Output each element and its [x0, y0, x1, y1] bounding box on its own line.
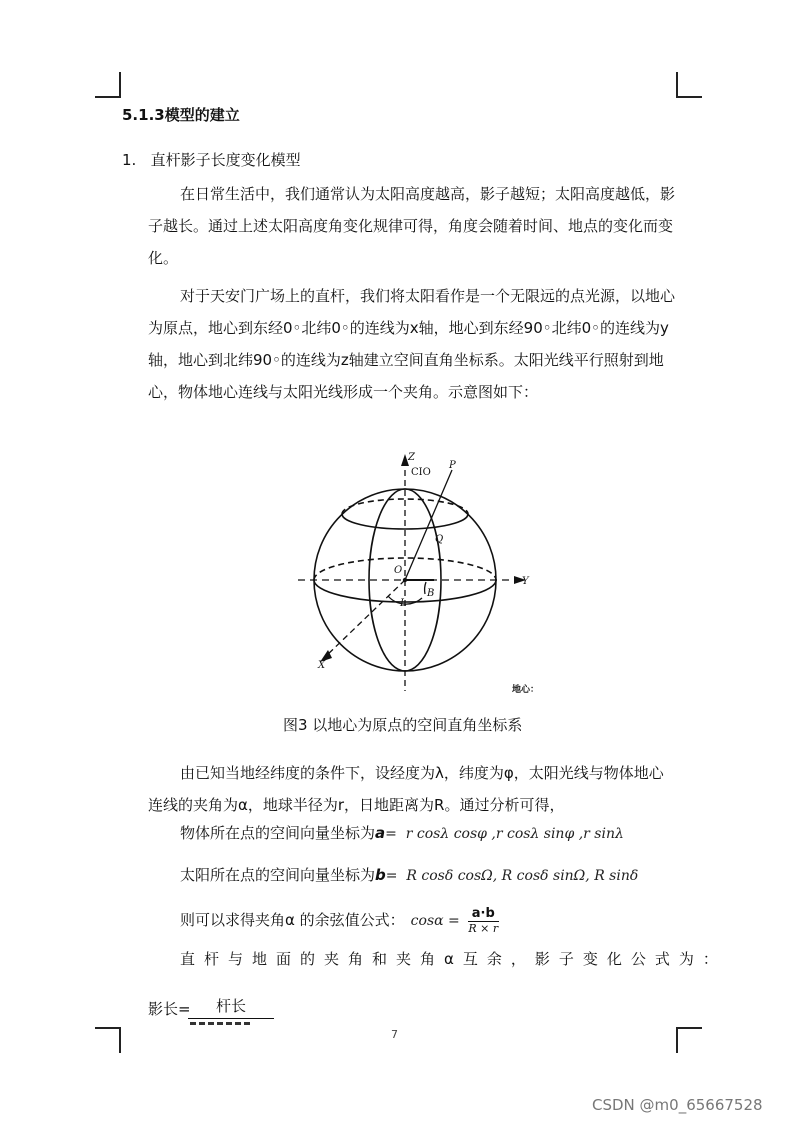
paragraph-2	[148, 280, 678, 408]
equation-vector-b-label: 太阳所在点的空间向量坐标为	[180, 866, 376, 884]
page-number: 7	[391, 1028, 398, 1041]
equation-vector-b	[180, 864, 638, 885]
label-cio: CIO	[411, 467, 431, 478]
angle-b-arc	[425, 582, 426, 594]
equation-vector-b-expr: = R cosδ cosΩ, R cosδ sinΩ, R sinδ	[385, 868, 639, 884]
origin-dot	[403, 578, 407, 582]
equation-cosine-lhs: cosα =	[410, 913, 460, 929]
watermark: CSDN @m0_65667528	[592, 1096, 763, 1114]
paragraph-1-text: 在日常生活中，我们通常认为太阳高度越高，影子越短；太阳高度越低，影子越长。通过上述太阳高度角变化规律可得，角度会随着时间、地点的变化而变化。	[148, 185, 676, 267]
equation-cosine-label: 则可以求得夹角α 的余弦值公式：	[180, 911, 405, 929]
equation-vector-a-label: 物体所在点的空间向量坐标为	[180, 824, 376, 842]
equation-cosine-numerator: a·b	[468, 906, 499, 922]
section-heading: 5.1.3模型的建立	[122, 106, 240, 124]
label-z: Z	[408, 452, 415, 463]
shadow-formula-lhs: 影长=	[148, 1000, 191, 1018]
equation-vector-a-var: a	[375, 824, 386, 842]
crop-mark-bottom-left	[95, 1027, 121, 1053]
crop-mark-top-left	[95, 72, 121, 98]
equation-vector-a	[180, 822, 624, 843]
paragraph-3-text: 由已知当地经纬度的条件下，设经度为λ，纬度为φ，太阳光线与物体地心连线的夹角为α，地球半径为r，日地距离为R。通过分析可得，	[148, 764, 664, 814]
shadow-formula-numerator: 杆长	[188, 995, 274, 1019]
equation-cosine-fraction	[468, 906, 499, 935]
subsection-heading: 1. 直杆影子长度变化模型	[122, 151, 301, 169]
label-b: B	[427, 588, 435, 599]
label-y: Y	[522, 576, 529, 587]
paragraph-1	[148, 178, 678, 274]
crop-mark-top-right	[676, 72, 702, 98]
paragraph-2-text: 对于天安门广场上的直杆，我们将太阳看作是一个无限远的点光源，以地心为原点，地心到东经0◦北纬0◦的连线为x轴，地心到东经90◦北纬0◦的连线为y轴，地心到北纬90◦的连线为z轴建立空间直角坐标系。太阳光线平行照射到地心，物体地心连线与太阳光线形成一个夹角。示意图如下：	[148, 287, 676, 401]
shadow-formula-fraction	[188, 995, 274, 1019]
label-p: P	[449, 460, 456, 471]
paragraph-3	[148, 757, 678, 821]
figure-note: 地心：	[512, 685, 540, 695]
figure-caption: 图3 以地心为原点的空间直角坐标系	[283, 716, 523, 734]
clipped-denominator	[190, 1021, 250, 1026]
equation-vector-a-expr: = r cosλ cosφ ,r cosλ sinφ ,r sinλ	[385, 826, 624, 842]
label-q: Q	[435, 534, 444, 545]
label-o: O	[394, 565, 403, 576]
equation-cosine-denominator: R × r	[468, 922, 499, 935]
coordinate-figure	[290, 446, 550, 696]
crop-mark-bottom-right	[676, 1027, 702, 1053]
shadow-formula-intro: 直杆与地面的夹角和夹角α互余，影子变化公式为：	[180, 950, 727, 968]
label-x: X	[318, 660, 326, 671]
label-l: L	[400, 598, 407, 609]
equation-vector-b-var: b	[375, 866, 386, 884]
equation-cosine	[180, 906, 499, 935]
x-axis	[324, 580, 405, 658]
